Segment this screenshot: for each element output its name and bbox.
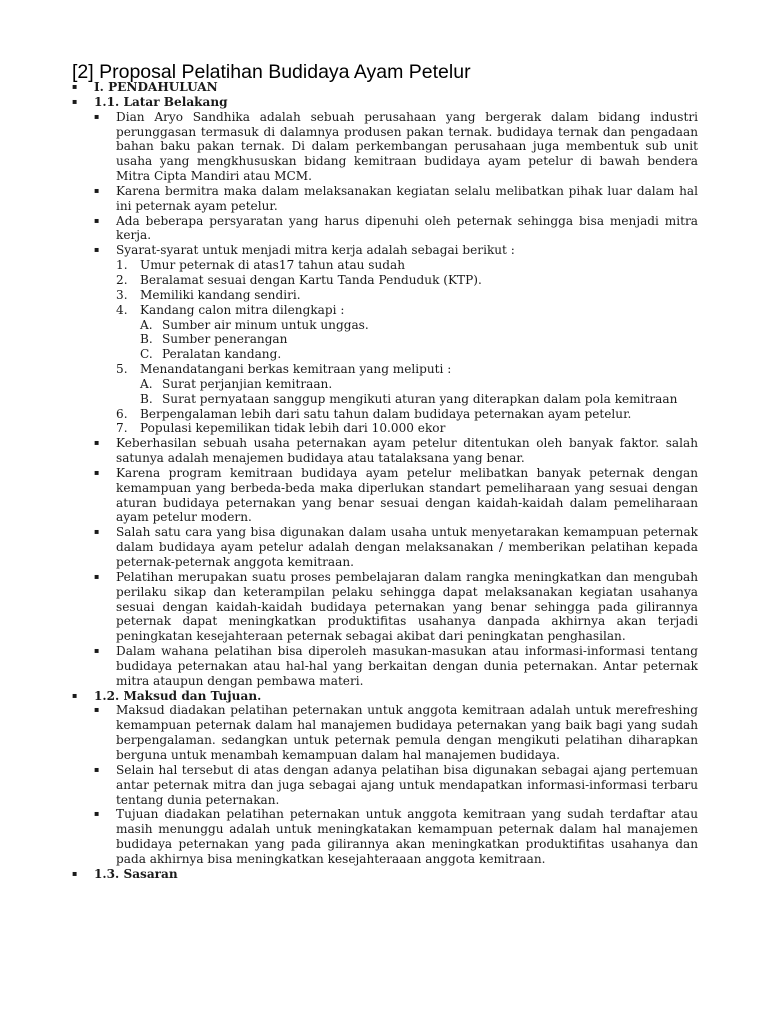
paragraph-text: Ada beberapa persyaratan yang harus dipenuhi oleh peternak sehingga bisa menjadi mitra kerja. [116,213,698,243]
section-sasaran [72,867,698,882]
document-title: [2] Proposal Pelatihan Budidaya Ayam Petelur [72,61,471,83]
bullet-icon: ▪ [94,185,100,195]
item-number: 4. [116,302,128,317]
item-number: 5. [116,362,128,377]
bullet-icon: ▪ [94,809,100,819]
requirement-item [116,362,698,407]
bullet-icon: ▪ [94,467,100,477]
sub-item-letter: C. [140,347,153,362]
paragraph-list [94,110,698,689]
paragraph [94,703,698,762]
paragraph [94,525,698,570]
document-body [72,80,698,882]
paragraph-text: Salah satu cara yang bisa digunakan dalam usaha untuk menyetarakan kemampuan peternak dalam budidaya ayam petelur adalah dengan melaksanakan / memberikan pelatihan kepada peternak-peternak anggota kemitraan. [116,525,698,569]
paragraph-text: Syarat-syarat untuk menjadi mitra kerja adalah sebagai berikut : [116,243,515,258]
sub-item-letter: B. [140,391,153,406]
bullet-icon: ▪ [94,215,100,225]
paragraph [94,466,698,525]
sub-item-text: Peralatan kandang. [162,347,282,362]
item-text: Populasi kepemilikan tidak lebih dari 10.000 ekor [140,421,446,436]
bullet-icon: ▪ [94,527,100,537]
paragraph-text: Karena bermitra maka dalam melaksanakan kegiatan selalu melibatkan pihak luar dalam hal ini peternak ayam petelur. [116,183,698,213]
paragraph-text: Pelatihan merupakan suatu proses pembelajaran dalam rangka meningkatkan dan mengubah perilaku sikap dan keterampilan pelaku sehingga dapat melaksanakan kegiatan usahanya sesuai dengan kaidah-kaidah budidaya peternakan yang benar sehingga pada gilirannya peternak dapat meningkatkan produktifitas usahanya danpada akhirnya akan terjadi peningkatan kesejahteraan peternak sebagai akibat dari peningkatan penghasilan. [116,569,698,644]
paragraph [94,436,698,466]
item-number: 2. [116,272,128,287]
sub-item-text: Sumber air minum untuk unggas. [162,317,369,332]
paragraph-text: Selain hal tersebut di atas dengan adanya pelatihan bisa digunakan sebagai ajang pertemuan antar peternak mitra dan juga sebagai ajang untuk mendapatkan informasi-informasi terbaru tentang dunia peternakan. [116,762,698,807]
sub-item-letter: B. [140,332,153,347]
section-heading: I. PENDAHULUAN [94,80,218,94]
bullet-icon: ▪ [94,111,100,121]
section-heading: 1.3. Sasaran [94,866,178,881]
section-maksud-tujuan [72,689,698,867]
requirement-item [116,303,698,362]
sub-item [140,332,698,347]
sub-item [140,377,698,392]
item-text: Umur peternak di atas17 tahun atau sudah [140,258,406,273]
bullet-icon: ▪ [94,245,100,255]
item-text: Kandang calon mitra dilengkapi : [140,302,345,317]
bullet-icon: ▪ [72,96,78,106]
outline-list [72,80,698,882]
paragraph-text: Keberhasilan sebuah usaha peternakan ayam petelur ditentukan oleh banyak faktor. salah satunya adalah menajemen budidaya atau tatalaksana yang benar. [116,436,698,466]
paragraph [94,570,698,644]
paragraph-text: Tujuan diadakan pelatihan peternakan untuk anggota kemitraan yang sudah terdaftar atau masih menunggu adalah untuk meningkatakan kemampuan peternak dalam hal manajemen budidaya peternakan yang pada gilirannya akan meningkatkan produktifitas usahanya dan pada akhirnya bisa meningkatkan kesejahteraaan anggota kemitraan. [116,807,698,866]
section-pendahuluan [72,80,698,95]
paragraph-text: Dalam wahana pelatihan bisa diperoleh masukan-masukan atau informasi-informasi tentang budidaya peternakan atau hal-hal yang berkaitan dengan dunia peternakan. Antar peternak mitra ataupun dengan pembawa materi. [116,644,698,688]
item-text: Beralamat sesuai dengan Kartu Tanda Penduduk (KTP). [140,272,482,287]
bullet-icon: ▪ [94,438,100,448]
sub-item [140,392,698,407]
sub-item-text: Surat perjanjian kemitraan. [162,376,333,391]
paragraph [94,644,698,689]
bullet-icon: ▪ [94,705,100,715]
sub-item [140,318,698,333]
paragraph [94,184,698,214]
sub-item-letter: A. [140,376,153,391]
item-text: Memiliki kandang sendiri. [140,287,301,302]
bullet-icon: ▪ [72,868,78,878]
sub-item-text: Sumber penerangan [162,332,288,347]
item-number: 7. [116,421,128,436]
bullet-icon: ▪ [94,571,100,581]
requirement-item [116,407,698,422]
section-latar-belakang [72,95,698,689]
paragraph-text: Karena program kemitraan budidaya ayam petelur melibatkan banyak peternak dengan kemampuan yang berbeda-beda maka diperlukan standart pemeliharaan yang sesuai dengan aturan budidaya peternakan yang benar sesuai dengan kaidah-kaidah dalam pemeliharaan ayam petelur modern. [116,465,698,525]
paragraph [94,243,698,436]
bullet-icon: ▪ [72,690,78,700]
section-heading: 1.1. Latar Belakang [94,94,228,109]
paragraph [94,807,698,866]
paragraph [94,110,698,184]
paragraph-list [94,703,698,866]
requirement-item [116,421,698,436]
sub-item [140,347,698,362]
requirement-item [116,288,698,303]
bullet-icon: ▪ [72,82,78,91]
sub-list [140,318,698,363]
section-heading: 1.2. Maksud dan Tujuan. [94,688,262,703]
paragraph [94,763,698,808]
requirement-item [116,258,698,273]
item-text: Berpengalaman lebih dari satu tahun dalam budidaya peternakan ayam petelur. [140,406,632,421]
requirement-item [116,273,698,288]
paragraph-text: Maksud diadakan pelatihan peternakan untuk anggota kemitraan adalah untuk merefreshing kemampuan peternak dalam hal manajemen budidaya peternakan yang baik bagi yang sudah berpengalaman. sedangkan untuk peternak pemula dengan mengikuti pelatihan diharapkan berguna untuk menambah kemampuan dalam hal manajemen budidaya. [116,703,698,762]
sub-list [140,377,698,407]
paragraph [94,214,698,244]
item-number: 3. [116,287,128,302]
requirements-list [116,258,698,436]
bullet-icon: ▪ [94,764,100,774]
item-text: Menandatangani berkas kemitraan yang meliputi : [140,362,452,377]
bullet-icon: ▪ [94,646,100,656]
paragraph-text: Dian Aryo Sandhika adalah sebuah perusahaan yang bergerak dalam bidang industri perunggasan termasuk di dalamnya produsen pakan ternak. budidaya ternak dan pengadaan bahan baku pakan ternak. Di dalam perkembangan perusahaan juga membentuk sub unit usaha yang mengkhususkan bidang kemitraan budidaya ayam petelur di bawah bendera Mitra Cipta Mandiri atau MCM. [116,109,698,184]
sub-item-text: Surat pernyataan sanggup mengikuti aturan yang diterapkan dalam pola kemitraan [162,391,678,406]
item-number: 1. [116,258,128,273]
item-number: 6. [116,406,128,421]
sub-item-letter: A. [140,317,153,332]
